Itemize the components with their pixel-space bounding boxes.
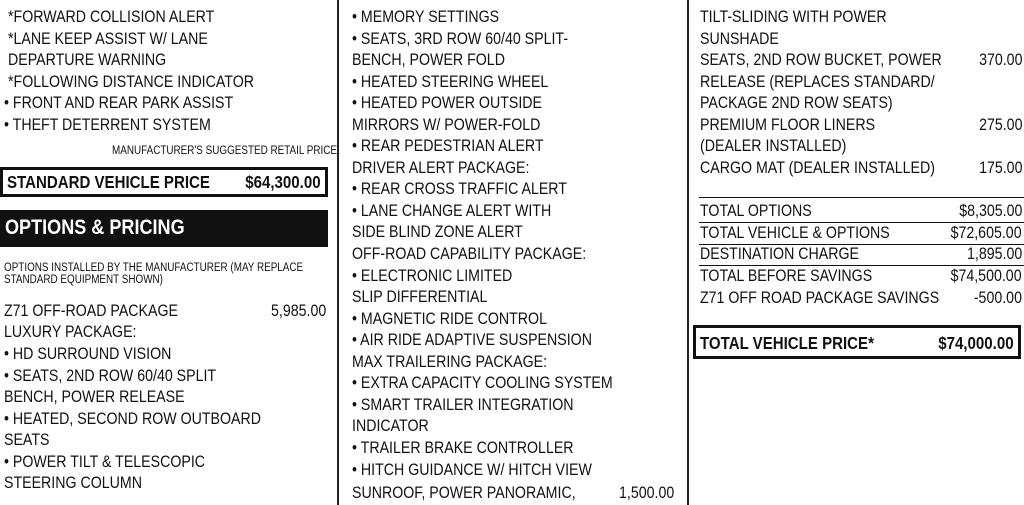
feature-line: STEERING COLUMN xyxy=(4,474,142,492)
feature-line: PREMIUM FLOOR LINERS xyxy=(700,116,876,134)
column-left xyxy=(0,0,336,505)
total-options-label: TOTAL OPTIONS xyxy=(700,202,812,220)
feature-line: • HD SURROUND VISION xyxy=(4,345,172,363)
feature-line: (DEALER INSTALLED) xyxy=(700,137,847,155)
feature-line: • TRAILER BRAKE CONTROLLER xyxy=(352,439,574,457)
feature-line: DEPARTURE WARNING xyxy=(8,51,167,69)
column-middle xyxy=(340,0,686,505)
z71-package-label: Z71 OFF-ROAD PACKAGE xyxy=(4,302,178,320)
feature-line: SEATS xyxy=(4,431,50,449)
feature-line: SEATS, 2ND ROW BUCKET, POWER xyxy=(700,51,942,69)
feature-line: • HEATED POWER OUTSIDE xyxy=(352,94,542,112)
seats-price: 370.00 xyxy=(978,51,1022,69)
cargo-mat-price: 175.00 xyxy=(978,159,1022,177)
feature-line: PACKAGE 2ND ROW SEATS) xyxy=(700,94,893,112)
standard-price-label: STANDARD VEHICLE PRICE xyxy=(7,172,210,192)
standard-price-value: $64,300.00 xyxy=(245,172,321,192)
feature-line: • LANE CHANGE ALERT WITH xyxy=(352,202,552,220)
total-price-label: TOTAL VEHICLE PRICE* xyxy=(700,333,874,353)
feature-line: INDICATOR xyxy=(352,417,429,435)
standard-vehicle-price-box xyxy=(0,167,328,197)
total-before-savings-label: TOTAL BEFORE SAVINGS xyxy=(700,267,873,285)
total-vehicle-price-box xyxy=(693,325,1021,359)
feature-line: • HEATED STEERING WHEEL xyxy=(352,73,549,91)
column-divider xyxy=(337,0,339,505)
package-heading: OFF-ROAD CAPABILITY PACKAGE: xyxy=(352,245,587,263)
column-right xyxy=(690,0,1024,505)
feature-line: LUXURY PACKAGE: xyxy=(4,323,137,341)
feature-line: SLIP DIFFERENTIAL xyxy=(352,288,488,306)
sunroof-price: 1,500.00 xyxy=(618,484,674,502)
msrp-caption: MANUFACTURER'S SUGGESTED RETAIL PRICE xyxy=(112,145,337,157)
floor-liners-price: 275.00 xyxy=(978,116,1022,134)
total-vehicle-options-value: $72,605.00 xyxy=(950,224,1022,242)
feature-line: BENCH, POWER RELEASE xyxy=(4,388,185,406)
feature-line: TILT-SLIDING WITH POWER xyxy=(700,8,887,26)
package-heading: MAX TRAILERING PACKAGE: xyxy=(352,353,548,371)
total-before-savings-value: $74,500.00 xyxy=(950,267,1022,285)
feature-line: • HEATED, SECOND ROW OUTBOARD xyxy=(4,410,261,428)
feature-line: *LANE KEEP ASSIST W/ LANE xyxy=(8,30,208,48)
feature-line: *FOLLOWING DISTANCE INDICATOR xyxy=(8,73,254,91)
sunroof-label: SUNROOF, POWER PANORAMIC, xyxy=(352,484,576,502)
feature-line: • REAR PEDESTRIAN ALERT xyxy=(352,137,544,155)
feature-line: SUNSHADE xyxy=(700,30,779,48)
feature-line: RELEASE (REPLACES STANDARD/ xyxy=(700,73,935,91)
feature-line: • THEFT DETERRENT SYSTEM xyxy=(4,116,211,134)
total-vehicle-options-label: TOTAL VEHICLE & OPTIONS xyxy=(700,224,890,242)
total-price-value: $74,000.00 xyxy=(938,333,1014,353)
z71-savings-label: Z71 OFF ROAD PACKAGE SAVINGS xyxy=(700,289,940,307)
options-pricing-header xyxy=(0,210,328,247)
package-heading: DRIVER ALERT PACKAGE: xyxy=(352,159,530,177)
feature-line: • MEMORY SETTINGS xyxy=(352,8,500,26)
feature-line: • SEATS, 2ND ROW 60/40 SPLIT xyxy=(4,367,217,385)
total-options-value: $8,305.00 xyxy=(958,202,1022,220)
divider xyxy=(699,197,1024,198)
destination-charge-value: 1,895.00 xyxy=(966,245,1022,263)
options-pricing-title: OPTIONS & PRICING xyxy=(5,216,185,239)
feature-line: SIDE BLIND ZONE ALERT xyxy=(352,223,523,241)
feature-line: • FRONT AND REAR PARK ASSIST xyxy=(4,94,234,112)
feature-line: • POWER TILT & TELESCOPIC xyxy=(4,453,206,471)
column-divider xyxy=(687,0,689,505)
feature-line: • AIR RIDE ADAPTIVE SUSPENSION xyxy=(352,331,592,349)
options-note: STANDARD EQUIPMENT SHOWN) xyxy=(4,274,163,286)
options-note: OPTIONS INSTALLED BY THE MANUFACTURER (MAY REPLACE xyxy=(4,262,304,274)
feature-line: • REAR CROSS TRAFFIC ALERT xyxy=(352,180,567,198)
feature-line: *FORWARD COLLISION ALERT xyxy=(8,8,215,26)
feature-line: • SMART TRAILER INTEGRATION xyxy=(352,396,574,414)
feature-line: MIRRORS W/ POWER-FOLD xyxy=(352,116,541,134)
feature-line: • SEATS, 3RD ROW 60/40 SPLIT- xyxy=(352,30,569,48)
feature-line: • HITCH GUIDANCE W/ HITCH VIEW xyxy=(352,461,592,479)
feature-line: • EXTRA CAPACITY COOLING SYSTEM xyxy=(352,374,613,392)
z71-package-price: 5,985.00 xyxy=(270,302,326,320)
feature-line: • ELECTRONIC LIMITED xyxy=(352,267,513,285)
feature-line: CARGO MAT (DEALER INSTALLED) xyxy=(700,159,935,177)
feature-line: • MAGNETIC RIDE CONTROL xyxy=(352,310,547,328)
feature-line: BENCH, POWER FOLD xyxy=(352,51,505,69)
destination-charge-label: DESTINATION CHARGE xyxy=(700,245,860,263)
z71-savings-value: -500.00 xyxy=(973,289,1022,307)
